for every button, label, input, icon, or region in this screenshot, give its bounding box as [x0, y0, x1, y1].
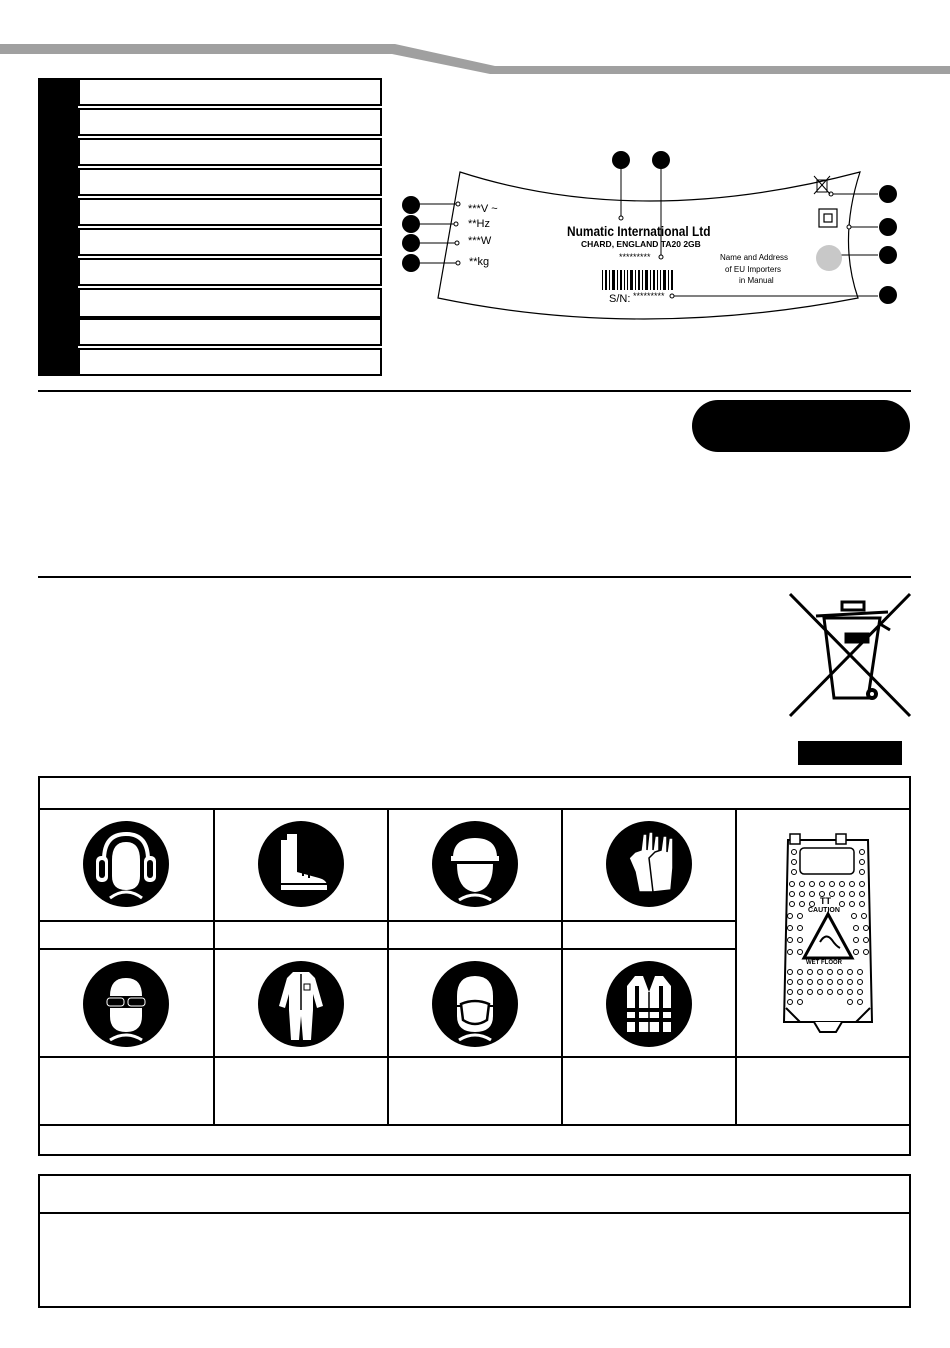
ppe-row-divider	[38, 1056, 911, 1058]
sign-caution: CAUTION	[808, 907, 840, 914]
callout-marker	[652, 151, 670, 169]
plate-eu-importer-3: in Manual	[739, 276, 774, 285]
plate-weee-icon	[814, 176, 830, 194]
barcode	[602, 270, 673, 290]
callout-marker	[402, 215, 420, 233]
ppe-header-divider	[38, 808, 911, 810]
callout-marker	[879, 185, 897, 203]
callout-marker	[879, 246, 897, 264]
callout-marker	[402, 196, 420, 214]
plate-model-code: *********	[619, 252, 651, 262]
legend-row	[78, 258, 382, 286]
plate-eu-importer-1: Name and Address	[720, 253, 789, 262]
legend-row	[78, 288, 382, 318]
info-box	[38, 1174, 911, 1308]
sign-brand: TT	[820, 896, 831, 906]
legend-row	[78, 78, 382, 106]
eye-protection-icon	[82, 960, 170, 1048]
ppe-col-divider	[561, 808, 563, 1126]
plate-power: ***W	[468, 235, 492, 247]
plate-weight: **kg	[469, 256, 490, 268]
callout-marker	[612, 151, 630, 169]
info-box-header-divider	[38, 1212, 911, 1214]
header-bar	[0, 0, 950, 80]
hi-vis-vest-icon	[605, 960, 693, 1048]
section-heading-pill	[692, 400, 910, 452]
eu-importer-dot	[816, 245, 842, 271]
wet-floor-sign-icon	[780, 832, 876, 1042]
plate-address: CHARD, ENGLAND TA20 2GB	[581, 239, 701, 249]
section-divider	[38, 390, 911, 392]
weee-bar	[798, 741, 902, 765]
weee-bin-icon	[788, 590, 914, 720]
sign-wet-floor: WET FLOOR	[806, 960, 842, 966]
face-mask-icon	[431, 960, 519, 1048]
plate-serial-value: *********	[633, 291, 665, 301]
legend-row	[78, 318, 382, 346]
ppe-row-divider	[38, 1124, 911, 1126]
callout-marker	[402, 234, 420, 252]
legend-number-column	[38, 78, 78, 376]
plate-serial-label: S/N:	[609, 293, 631, 305]
plate-frequency: **Hz	[468, 218, 491, 230]
callout-marker	[879, 218, 897, 236]
safety-boots-icon	[257, 820, 345, 908]
legend-row	[78, 348, 382, 376]
ppe-col-divider	[387, 808, 389, 1126]
legend-row	[78, 108, 382, 136]
callout-marker	[402, 254, 420, 272]
legend-row	[78, 228, 382, 256]
legend-row	[78, 198, 382, 226]
coverall-icon	[257, 960, 345, 1048]
plate-eu-importer-2: of EU Importers	[725, 265, 782, 274]
ear-protection-icon	[82, 820, 170, 908]
gloves-icon	[605, 820, 693, 908]
ppe-col-divider	[213, 808, 215, 1126]
callout-marker	[879, 286, 897, 304]
section-divider	[38, 576, 911, 578]
legend-row	[78, 168, 382, 196]
legend-row	[78, 138, 382, 166]
plate-company: Numatic International Ltd	[567, 223, 711, 239]
hard-hat-icon	[431, 820, 519, 908]
double-insulation-icon	[819, 209, 837, 227]
ppe-col-divider	[735, 808, 737, 1126]
plate-voltage: ***V ~	[468, 203, 498, 215]
